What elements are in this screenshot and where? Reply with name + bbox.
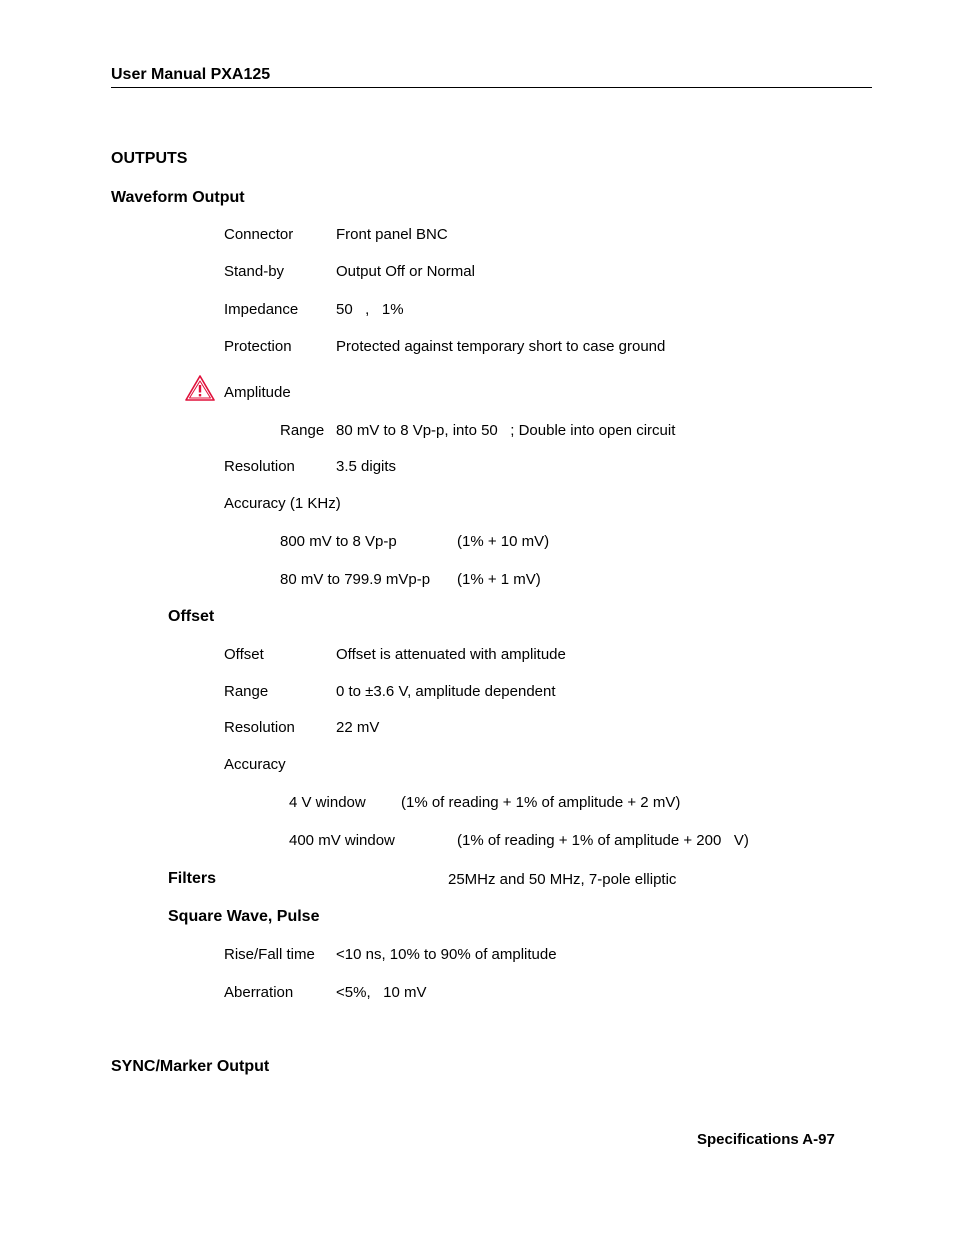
amplitude-accuracy-label: Accuracy (1 KHz) — [224, 495, 341, 512]
warning-icon — [184, 374, 216, 402]
offset-accuracy-label: Accuracy — [224, 756, 286, 773]
offset-range-value: 0 to ±3.6 V, amplitude dependent — [336, 683, 556, 700]
offset-accuracy-value: (1% of reading + 1% of amplitude + 2 mV) — [401, 794, 681, 811]
amplitude-resolution-label: Resolution — [224, 458, 295, 475]
standby-value: Output Off or Normal — [336, 263, 475, 280]
header-rule — [111, 87, 872, 88]
offset-accuracy-value: (1% of reading + 1% of amplitude + 200 V) — [457, 832, 749, 849]
impedance-label: Impedance — [224, 301, 299, 318]
amplitude-accuracy-value: (1% + 1 mV) — [457, 571, 541, 588]
rise-fall-label: Rise/Fall time — [224, 946, 315, 963]
offset-resolution-label: Resolution — [224, 719, 295, 736]
connector-value: Front panel BNC — [336, 226, 448, 243]
amplitude-label: Amplitude — [224, 384, 291, 401]
header-title: User Manual PXA125 — [111, 66, 271, 83]
offset-accuracy-window: 400 mV window — [289, 832, 395, 849]
amplitude-accuracy-range: 800 mV to 8 Vp-p — [280, 533, 397, 550]
section-title: OUTPUTS — [111, 150, 188, 167]
impedance-value: 50 , 1% — [336, 301, 404, 318]
offset-accuracy-window: 4 V window — [289, 794, 366, 811]
amplitude-range-value: 80 mV to 8 Vp-p, into 50 ; Double into open circuit — [336, 422, 676, 439]
offset-heading: Offset — [168, 608, 215, 625]
filters-heading: Filters — [168, 870, 217, 887]
offset-value: Offset is attenuated with amplitude — [336, 646, 566, 663]
square-wave-heading: Square Wave, Pulse — [168, 908, 320, 925]
footer-page-label: Specifications A-97 — [697, 1131, 835, 1148]
offset-resolution-value: 22 mV — [336, 719, 380, 736]
amplitude-resolution-value: 3.5 digits — [336, 458, 397, 475]
aberration-label: Aberration — [224, 984, 294, 1001]
offset-range-label: Range — [224, 683, 269, 700]
aberration-value: <5%, 10 mV — [336, 984, 427, 1001]
amplitude-range-label: Range — [280, 422, 325, 439]
rise-fall-value: <10 ns, 10% to 90% of amplitude — [336, 946, 557, 963]
amplitude-accuracy-value: (1% + 10 mV) — [457, 533, 550, 550]
standby-label: Stand-by — [224, 263, 285, 280]
connector-label: Connector — [224, 226, 294, 243]
protection-value: Protected against temporary short to case ground — [336, 338, 666, 355]
offset-label: Offset — [224, 646, 264, 663]
sync-marker-heading: SYNC/Marker Output — [111, 1058, 270, 1075]
protection-label: Protection — [224, 338, 292, 355]
amplitude-accuracy-range: 80 mV to 799.9 mVp-p — [280, 571, 431, 588]
filters-value: 25MHz and 50 MHz, 7-pole elliptic — [448, 871, 677, 888]
waveform-output-heading: Waveform Output — [111, 189, 245, 206]
